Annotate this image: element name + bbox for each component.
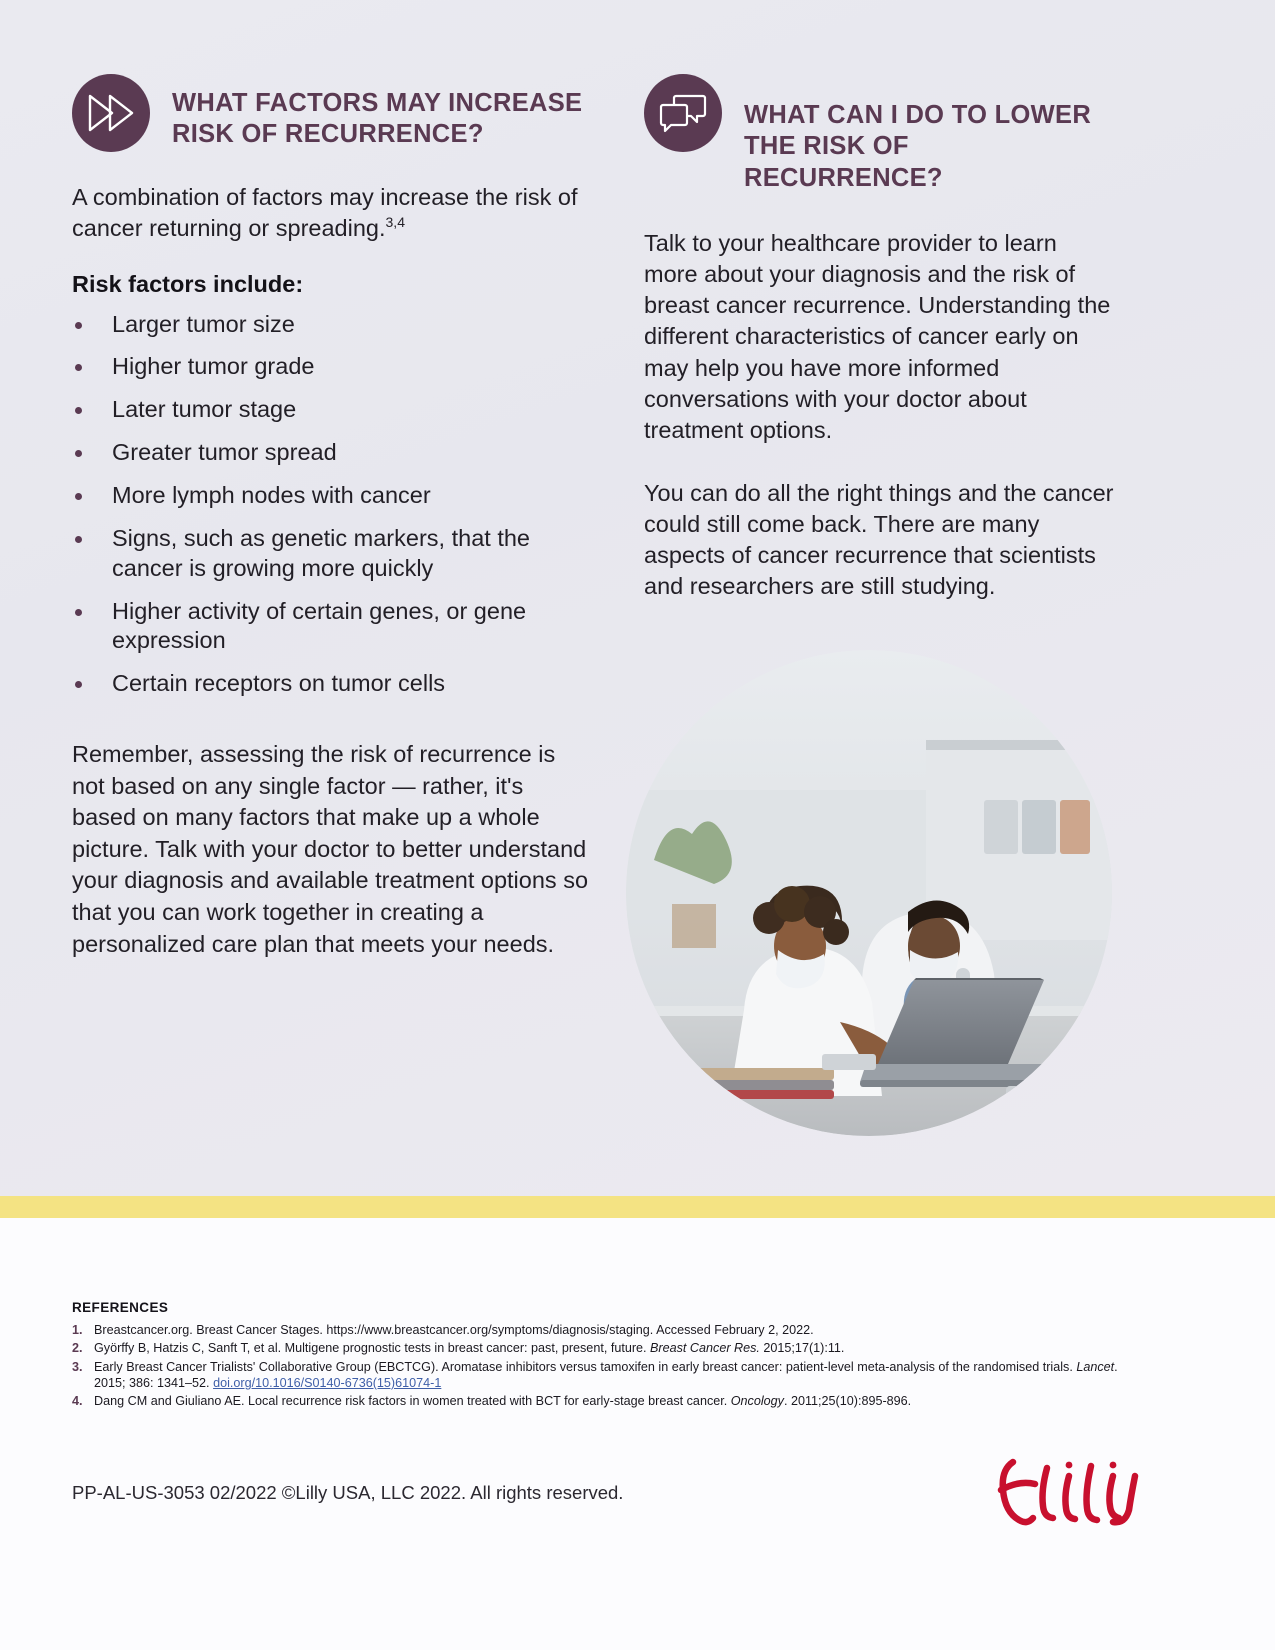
left-intro-superscript: 3,4 xyxy=(385,213,405,230)
list-item-label: Greater tumor spread xyxy=(112,439,337,466)
left-column xyxy=(72,74,592,960)
bullet-icon xyxy=(75,681,82,688)
reference-number: 4. xyxy=(72,1394,83,1409)
list-item xyxy=(72,481,592,511)
reference-doi-link[interactable]: doi.org/10.1016/S0140-6736(15)61074-1 xyxy=(213,1376,442,1391)
speech-bubbles-icon xyxy=(644,74,722,152)
bullet-icon xyxy=(75,609,82,616)
references-list xyxy=(72,1322,1132,1410)
list-item xyxy=(72,310,592,340)
fast-forward-icon xyxy=(72,74,150,152)
left-intro-text: A combination of factors may increase the risk of cancer returning or spreading. xyxy=(72,184,578,241)
bullet-icon xyxy=(75,407,82,414)
list-item xyxy=(72,597,592,657)
list-item-label: Certain receptors on tumor cells xyxy=(112,670,446,697)
list-item xyxy=(72,395,592,425)
reference-text-pre: Dang CM and Giuliano AE. Local recurrence risk factors in women treated with BCT for early-stage breast cancer. xyxy=(94,1394,731,1409)
list-item-label: More lymph nodes with cancer xyxy=(112,482,431,509)
left-section-header xyxy=(72,74,592,152)
references-section xyxy=(72,1300,1132,1412)
lilly-logo xyxy=(995,1450,1165,1530)
list-item xyxy=(72,524,592,584)
bullet-icon xyxy=(75,322,82,329)
left-intro-paragraph xyxy=(72,182,592,243)
reference-journal: Lancet xyxy=(1076,1359,1115,1374)
right-paragraph-1: Talk to your healthcare provider to learn more about your diagnosis and the risk of breast cancer recurrence. Understanding the different characteristics of cancer early on may help you have more informed conversations with your doctor about treatment options. xyxy=(644,230,1111,443)
reference-item-3 xyxy=(72,1359,1132,1392)
list-item-label: Later tumor stage xyxy=(112,396,297,423)
list-item xyxy=(72,352,592,382)
left-section-title: WHAT FACTORS MAY INCREASE RISK OF RECURRENCE? xyxy=(172,89,583,149)
references-heading: REFERENCES xyxy=(72,1300,169,1315)
bullet-icon xyxy=(75,493,82,500)
reference-journal: Breast Cancer Res. xyxy=(650,1341,760,1356)
risk-factors-lead: Risk factors include: xyxy=(72,271,304,298)
list-item-label: Higher tumor grade xyxy=(112,353,315,380)
bullet-icon xyxy=(75,450,82,457)
reference-number: 3. xyxy=(72,1359,83,1374)
yellow-divider-band xyxy=(0,1196,1275,1218)
reference-item-4 xyxy=(72,1393,1132,1409)
list-item-label: Higher activity of certain genes, or gene expression xyxy=(112,597,527,654)
bullet-icon xyxy=(75,536,82,543)
list-item xyxy=(72,669,592,699)
list-item-label: Larger tumor size xyxy=(112,310,295,337)
reference-text-pre: Györffy B, Hatzis C, Sanft T, et al. Multigene prognostic tests in breast cancer: past, present, future. xyxy=(94,1341,651,1356)
reference-text: Breastcancer.org. Breast Cancer Stages. https://www.breastcancer.org/symptoms/diagnosis/staging. Accessed February 2, 2022. xyxy=(94,1323,814,1337)
reference-item-1 xyxy=(72,1322,1132,1338)
right-section-header xyxy=(644,74,1114,194)
reference-text-pre: Early Breast Cancer Trialists' Collaborative Group (EBCTCG). Aromatase inhibitors versus tamoxifen in early breast cancer: patient-level meta-analysis of the randomised trials. xyxy=(94,1359,1077,1374)
reference-text-post: . 2015; 386: 1341–52. xyxy=(94,1359,1118,1391)
footer-code-line: PP-AL-US-3053 02/2022 ©Lilly USA, LLC 2022. All rights reserved. xyxy=(72,1482,624,1503)
reference-number: 2. xyxy=(72,1341,83,1356)
reference-text-post: . 2011;25(10):895-896. xyxy=(783,1394,912,1409)
reference-number: 1. xyxy=(72,1323,83,1337)
list-item-label: Signs, such as genetic markers, that the cancer is growing more quickly xyxy=(112,524,530,581)
bullet-icon xyxy=(75,364,82,371)
list-item xyxy=(72,438,592,468)
reference-text-post: 2015;17(1):11. xyxy=(759,1341,845,1356)
page-background-bottom xyxy=(0,1218,1275,1650)
reference-journal: Oncology xyxy=(730,1394,784,1409)
right-section-title: WHAT CAN I DO TO LOWER THE RISK OF RECURRENCE? xyxy=(744,101,1092,192)
patient-and-doctor-at-laptop-photo xyxy=(626,650,1112,1136)
remember-paragraph: Remember, assessing the risk of recurrence is not based on any single factor — rather, it's based on many factors that make up a whole picture. Talk with your doctor to better understand your diagnosis and available treatment options so that you can work together in creating a personalized care plan that meets your needs. xyxy=(72,741,589,957)
right-column xyxy=(644,74,1114,602)
right-paragraph-2: You can do all the right things and the cancer could still come back. There are many aspects of cancer recurrence that scientists and researchers are still studying. xyxy=(644,479,1114,600)
reference-item-2 xyxy=(72,1340,1132,1356)
risk-factors-list xyxy=(72,310,592,699)
